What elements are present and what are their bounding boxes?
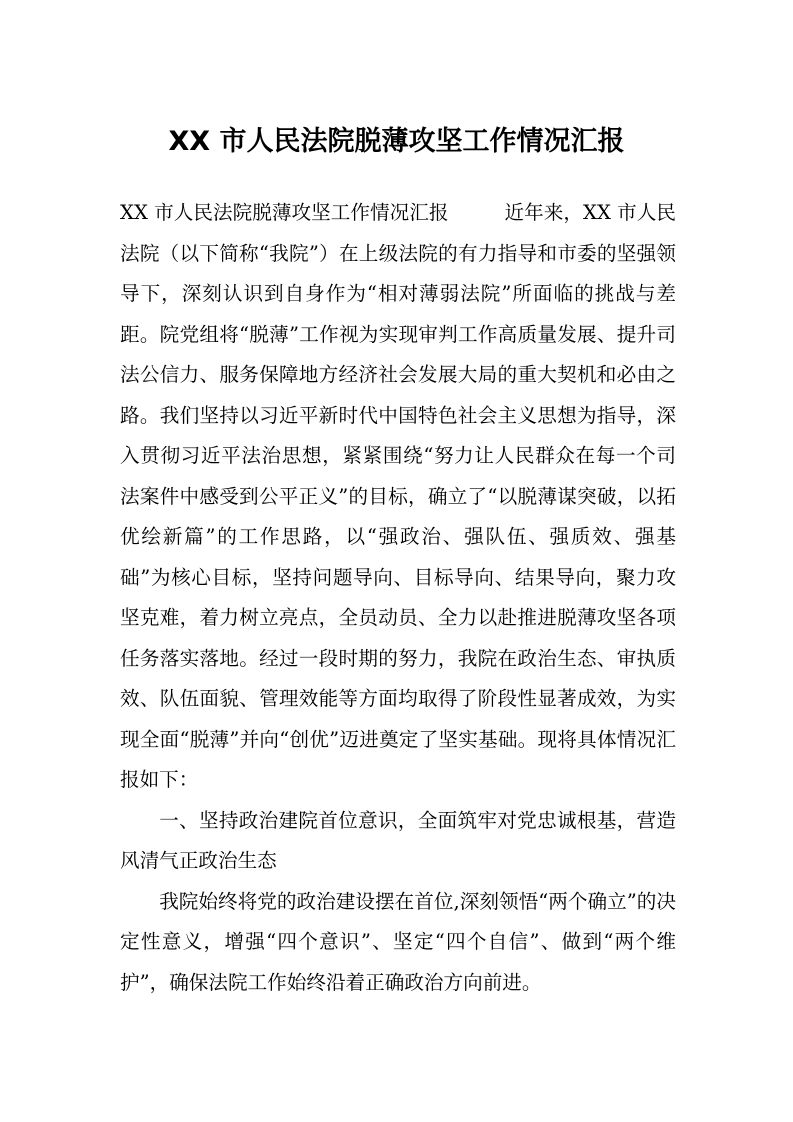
document-title: XX 市人民法院脱薄攻坚工作情况汇报 (168, 126, 625, 157)
intro-heading: XX 市人民法院脱薄攻坚工作情况汇报 (120, 201, 449, 224)
document-body (120, 193, 676, 1003)
section-1-paragraph: 我院始终将党的政治建设摆在首位,深刻领悟“两个确立”的决定性意义，增强“四个意识”、坚定“四个自信”、做到“两个维护”，确保法院工作始终沿着正确政治方向前进。 (120, 889, 676, 994)
section-1-heading: 一、坚持政治建院首位意识，全面筑牢对党忠诚根基，营造风清气正政治生态 (120, 808, 676, 872)
intro-paragraph (120, 193, 676, 801)
intro-body: 近年来，XX 市人民法院（以下简称“我院”）在上级法院的有力指导和市委的坚强领导下，深刻认识到自身作为“相对薄弱法院”所面临的挑战与差距。院党组将“脱薄”工作视为实现审判工作高质量发展、提升司法公信力、服务保障地方经济社会发展大局的重大契机和必由之路。我们坚持以习近平新时代中国特色社会主义思想为指导，深入贯彻习近平法治思想，紧紧围绕“努力让人民群众在每一个司法案件中感受到公平正义”的目标，确立了“以脱薄谋突破，以拓优绘新篇”的工作思路，以“强政治、强队伍、强质效、强基础”为核心目标，坚持问题导向、目标导向、结果导向，聚力攻坚克难，着力树立亮点，全员动员、全力以赴推进脱薄攻坚各项任务落实落地。经过一段时期的努力，我院在政治生态、审执质效、队伍面貌、管理效能等方面均取得了阶段性显著成效，为实现全面“脱薄”并向“创优”迈进奠定了坚实基础。现将具体情况汇报如下： (120, 201, 676, 791)
